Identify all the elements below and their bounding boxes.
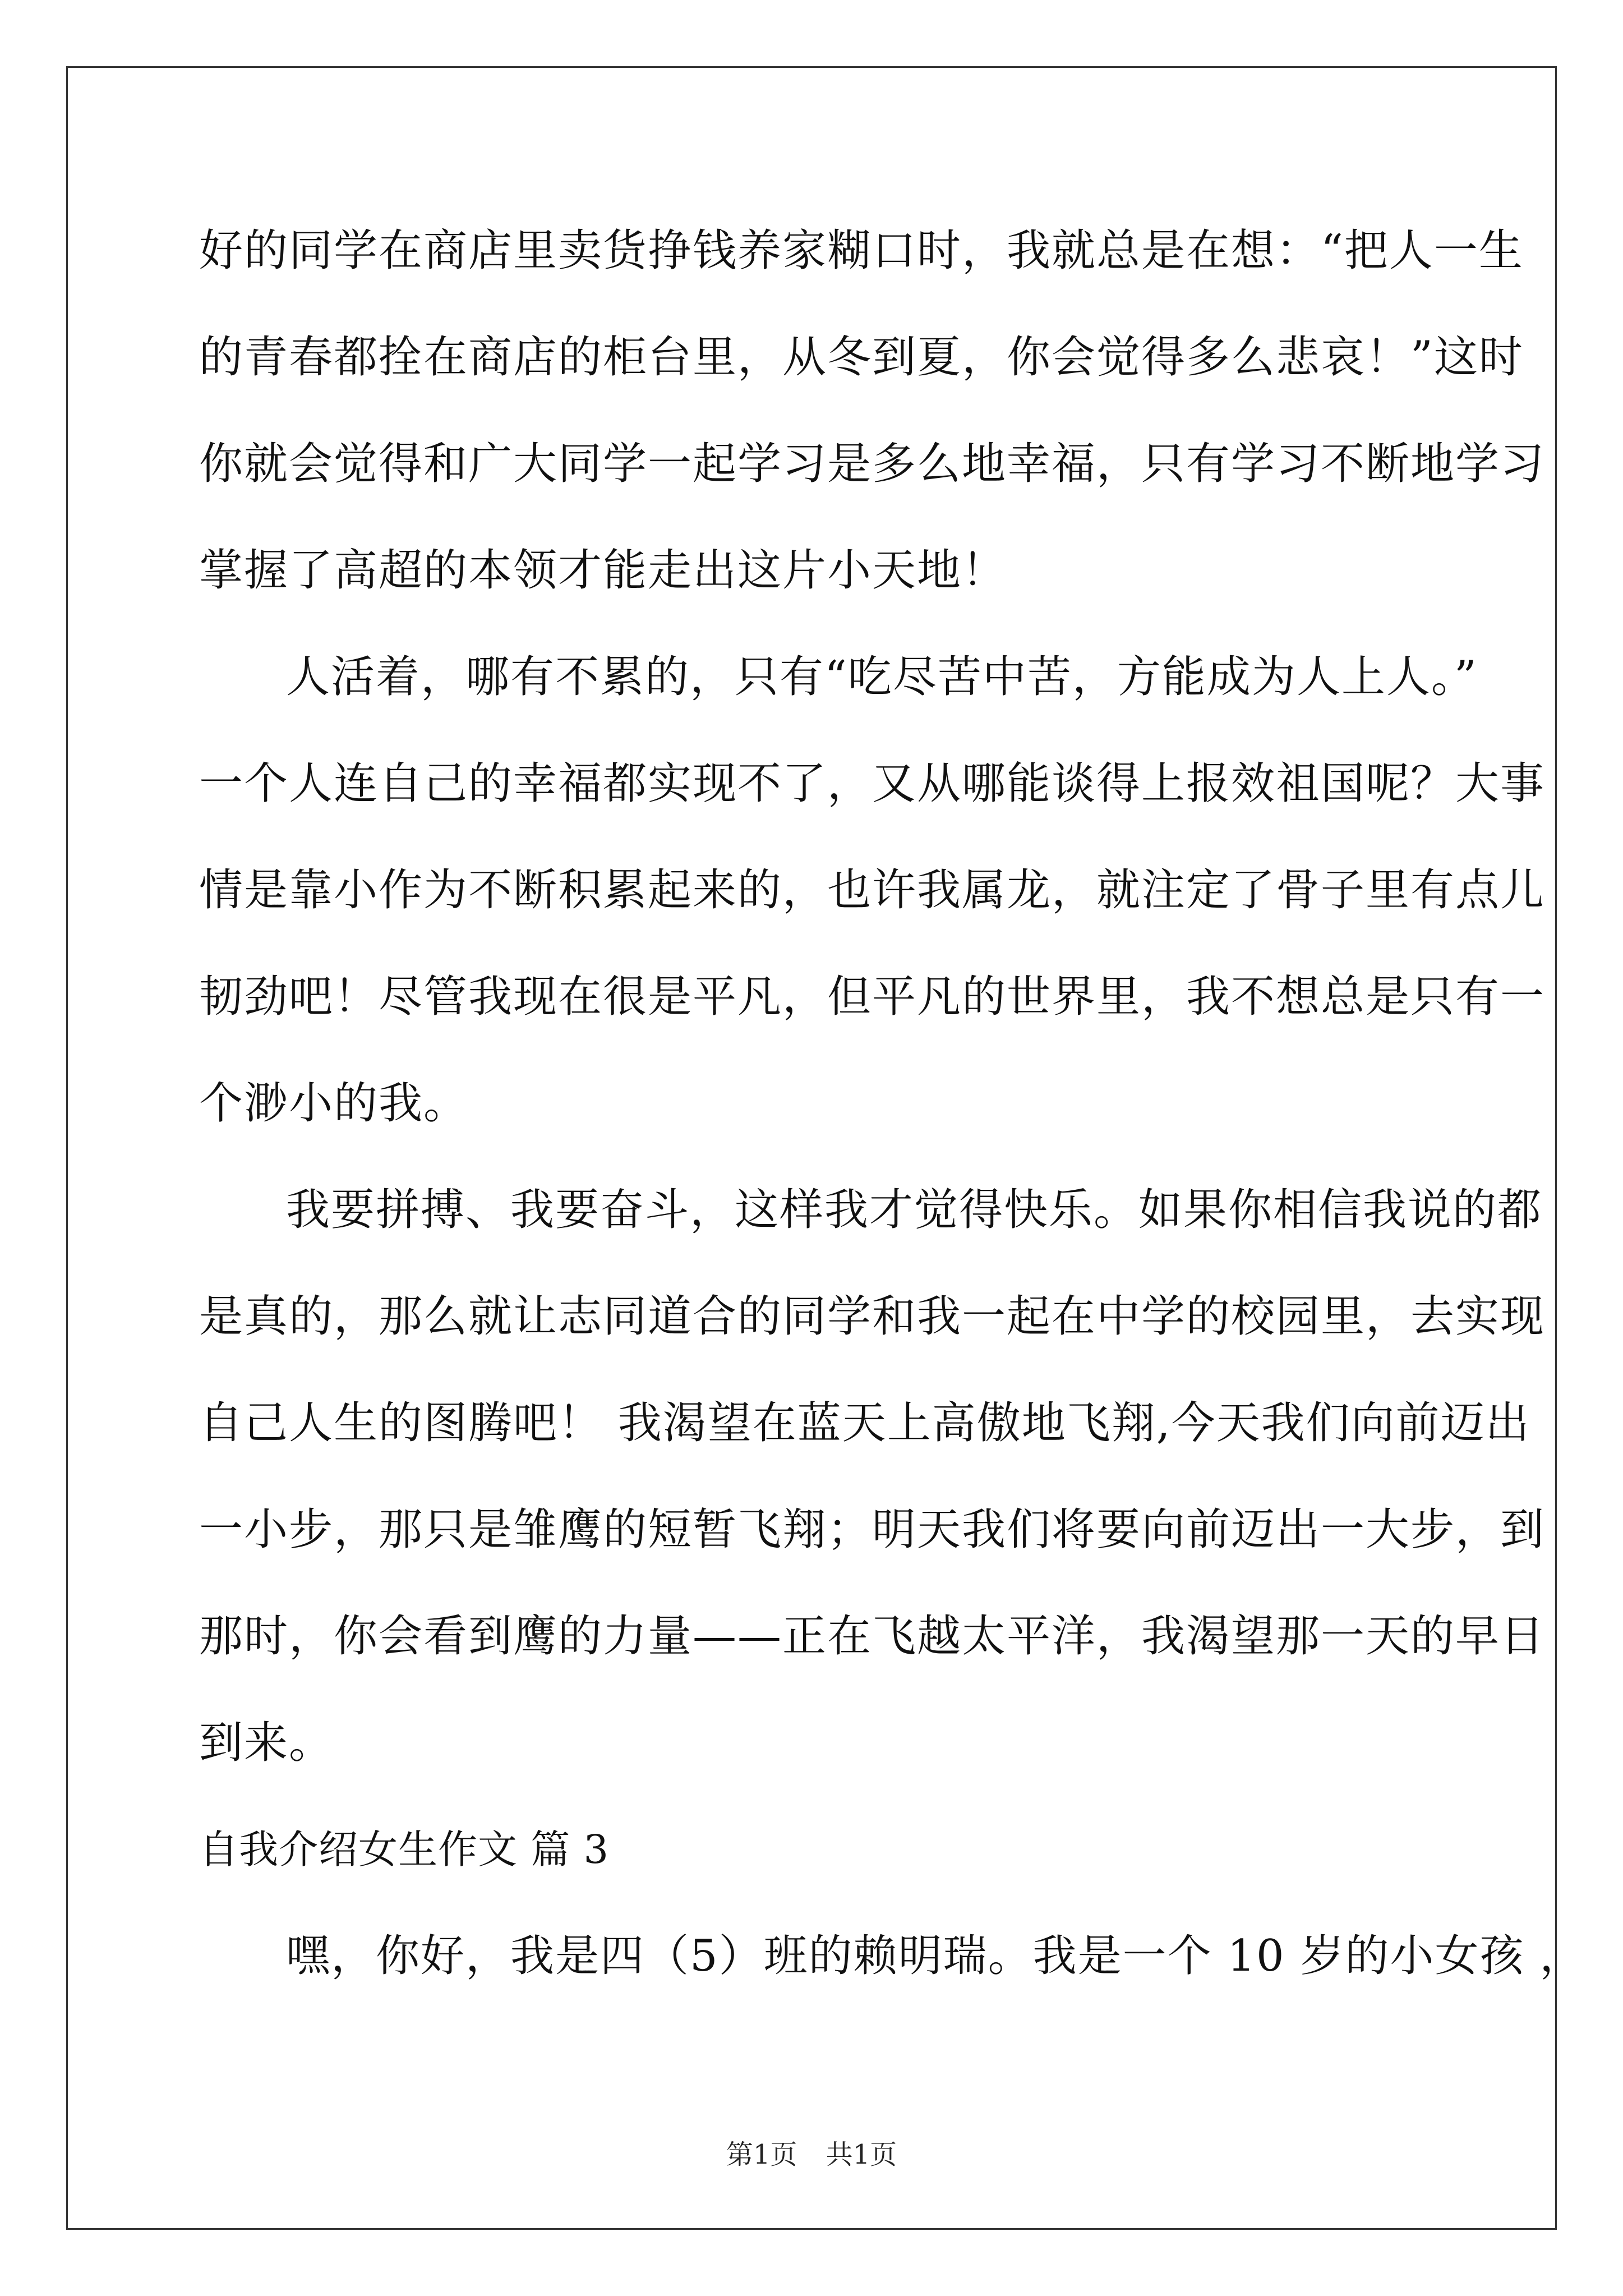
text-line-10: 我要拼搏、我要奋斗，这样我才觉得快乐。如果你相信我说的都 — [286, 1185, 1543, 1235]
text-line-17: 嘿，你好，我是四（5）班的赖明瑞。我是一个 10 岁的小女孩 ， — [286, 1931, 1585, 1981]
text-line-7: 情是靠小作为不断积累起来的，也许我属龙，就注定了骨子里有点儿 — [199, 865, 1546, 915]
document-body — [199, 220, 1585, 2032]
text-line-11: 是真的，那么就让志同道合的同学和我一起在中学的校园里，去实现 — [199, 1291, 1546, 1342]
text-line-9: 个渺小的我。 — [199, 1078, 469, 1129]
text-line-5: 人活着，哪有不累的，只有“吃尽苦中苦，方能成为人上人。” — [286, 652, 1478, 702]
section-heading: 自我介绍女生作文 篇 3 — [199, 1826, 610, 1872]
text-line-3: 你就会觉得和广大同学一起学习是多么地幸福，只有学习不断地学习 — [199, 439, 1546, 489]
text-line-14: 那时，你会看到鹰的力量——正在飞越太平洋，我渴望那一天的早日 — [199, 1611, 1546, 1662]
text-line-8: 韧劲吧！尽管我现在很是平凡，但平凡的世界里，我不想总是只有一 — [199, 972, 1546, 1022]
text-line-6: 一个人连自己的幸福都实现不了，又从哪能谈得上报效祖国呢？大事 — [199, 758, 1546, 809]
text-line-15: 到来。 — [199, 1718, 334, 1768]
page-footer — [0, 2133, 1623, 2171]
page-total: 共1页 — [826, 2139, 897, 2170]
text-line-13: 一小步，那只是雏鹰的短暂飞翔；明天我们将要向前迈出一大步，到 — [199, 1504, 1546, 1555]
text-line-2: 的青春都拴在商店的柜台里，从冬到夏，你会觉得多么悲哀！”这时 — [199, 332, 1524, 383]
text-line-12: 自己人生的图腾吧！ 我渴望在蓝天上高傲地飞翔,今天我们向前迈出 — [199, 1398, 1530, 1448]
text-line-1: 好的同学在商店里卖货挣钱养家糊口时，我就总是在想：“把人一生 — [199, 226, 1524, 276]
text-line-4: 掌握了高超的本领才能走出这片小天地！ — [199, 545, 1007, 596]
page-number: 第1页 — [726, 2139, 797, 2170]
